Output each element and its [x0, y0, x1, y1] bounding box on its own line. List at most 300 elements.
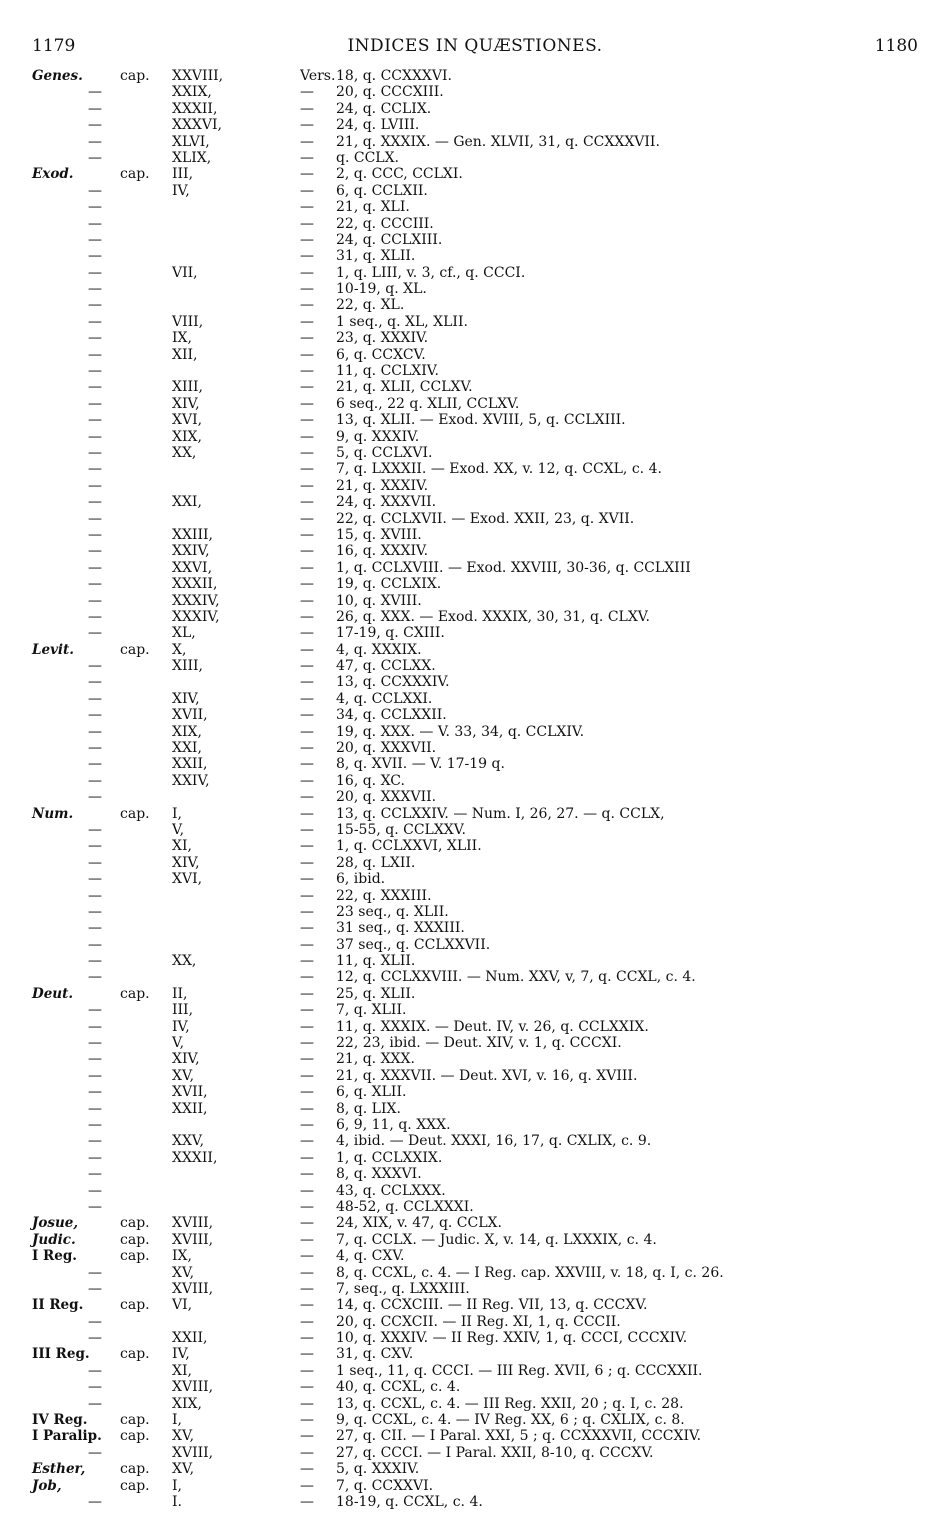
chapter-number: V, — [172, 1035, 185, 1052]
ditto-dash: — — [88, 313, 102, 330]
chapter-number: XL, — [172, 625, 196, 642]
ditto-dash: — — [88, 281, 102, 298]
index-row — [0, 1183, 950, 1199]
index-row — [0, 822, 950, 838]
index-row — [0, 1396, 950, 1412]
chapter-number: XIII, — [172, 658, 204, 675]
verse-reference: 6, q. XLII. — [336, 1084, 407, 1101]
ditto-dash: — — [88, 1018, 102, 1035]
chapter-number: XIV, — [172, 854, 200, 871]
verse-reference: 28, q. LXII. — [336, 854, 416, 871]
cap-label: cap. — [120, 1346, 150, 1363]
chapter-number: V, — [172, 821, 185, 838]
verse-reference: 19, q. XXX. — V. 33, 34, q. CCLXIV. — [336, 723, 585, 740]
chapter-number: XV, — [172, 1264, 195, 1281]
verse-reference: 16, q. XC. — [336, 772, 405, 789]
chapter-number: XXXIV, — [172, 592, 220, 609]
verse-reference: 8, q. LIX. — [336, 1100, 401, 1117]
ditto-dash: — — [88, 1198, 102, 1215]
verse-separator: — — [300, 1149, 314, 1166]
chapter-number: I. — [172, 1493, 182, 1510]
cap-label: cap. — [120, 1412, 150, 1429]
ditto-dash: — — [88, 346, 102, 363]
book-name: Esther, — [32, 1461, 86, 1478]
cap-label: cap. — [120, 1477, 150, 1494]
verse-separator: — — [300, 969, 314, 986]
ditto-dash: — — [88, 1035, 102, 1052]
verse-separator: — — [300, 903, 314, 920]
verse-separator: — — [300, 84, 314, 101]
index-row — [0, 101, 950, 117]
book-name: Exod. — [32, 166, 74, 183]
index-row — [0, 560, 950, 576]
running-title: INDICES IN QUÆSTIONES. — [347, 36, 603, 56]
ditto-dash: — — [88, 674, 102, 691]
verse-separator: — — [300, 199, 314, 216]
chapter-number: IV, — [172, 1346, 190, 1363]
verse-separator: — — [300, 133, 314, 150]
cap-label: cap. — [120, 1297, 150, 1314]
index-row — [0, 494, 950, 510]
index-row — [0, 396, 950, 412]
book-name: III Reg. — [32, 1346, 90, 1363]
ditto-dash: — — [88, 1493, 102, 1510]
index-row — [0, 674, 950, 690]
chapter-number: XIX, — [172, 1395, 202, 1412]
page-header — [0, 36, 950, 60]
book-name: I Paralip. — [32, 1428, 102, 1445]
verse-reference: 6, ibid. — [336, 871, 386, 888]
index-row — [0, 740, 950, 756]
ditto-dash: — — [88, 1149, 102, 1166]
chapter-number: XIII, — [172, 379, 204, 396]
ditto-dash: — — [88, 231, 102, 248]
verse-reference: 5, q. XXXIV. — [336, 1461, 420, 1478]
ditto-dash: — — [88, 264, 102, 281]
chapter-number: IX, — [172, 1248, 192, 1265]
verse-reference: 15, q. XVIII. — [336, 526, 422, 543]
cap-label: cap. — [120, 1248, 150, 1265]
verse-separator: — — [300, 1215, 314, 1232]
verse-reference: 7, q. XLII. — [336, 1002, 407, 1019]
verse-separator: — — [300, 936, 314, 953]
verse-reference: 8, q. CCXL, c. 4. — I Reg. cap. XXVIII, v. 18, q. I, c. 26. — [336, 1264, 724, 1281]
verse-separator: — — [300, 854, 314, 871]
verse-separator: — — [300, 543, 314, 560]
ditto-dash: — — [88, 1280, 102, 1297]
ditto-dash: — — [88, 1051, 102, 1068]
verse-reference: 4, q. CXV. — [336, 1248, 405, 1265]
book-name: Genes. — [32, 68, 83, 84]
index-row — [0, 134, 950, 150]
index-row — [0, 478, 950, 494]
ditto-dash: — — [88, 608, 102, 625]
verse-reference: 25, q. XLII. — [336, 985, 416, 1002]
verse-separator: — — [300, 1444, 314, 1461]
index-row — [0, 1166, 950, 1182]
ditto-dash: — — [88, 690, 102, 707]
chapter-number: XVIII, — [172, 1231, 214, 1248]
chapter-number: XLVI, — [172, 133, 210, 150]
verse-reference: 7, q. LXXXII. — Exod. XX, v. 12, q. CCXL, c. 4. — [336, 461, 662, 478]
ditto-dash: — — [88, 444, 102, 461]
index-row — [0, 1199, 950, 1215]
index-row — [0, 1068, 950, 1084]
verse-separator: — — [300, 1313, 314, 1330]
ditto-dash: — — [88, 658, 102, 675]
index-row — [0, 445, 950, 461]
verse-separator: — — [300, 674, 314, 691]
chapter-number: I, — [172, 1477, 182, 1494]
verse-reference: 24, q. CCLXIII. — [336, 231, 443, 248]
verse-reference: 37 seq., q. CCLXXVII. — [336, 936, 491, 953]
book-name: Josue, — [32, 1215, 79, 1232]
verse-reference: 22, q. XXXIII. — [336, 887, 432, 904]
verse-reference: 10, q. XXXIV. — II Reg. XXIV, 1, q. CCCI, CCCXIV. — [336, 1330, 688, 1347]
ditto-dash: — — [88, 592, 102, 609]
index-row — [0, 1346, 950, 1362]
verse-separator: — — [300, 117, 314, 134]
index-row — [0, 806, 950, 822]
verse-reference: 21, q. XLI. — [336, 199, 410, 216]
cap-label: cap. — [120, 1428, 150, 1445]
cap-label: cap. — [120, 68, 150, 84]
index-row — [0, 199, 950, 215]
verse-separator: — — [300, 1477, 314, 1494]
chapter-number: XXXII, — [172, 100, 218, 117]
index-row — [0, 642, 950, 658]
index-row — [0, 658, 950, 674]
verse-reference: 31 seq., q. XXXIII. — [336, 920, 465, 937]
chapter-number: XXXII, — [172, 576, 218, 593]
chapter-number: XXVI, — [172, 559, 213, 576]
ditto-dash: — — [88, 1395, 102, 1412]
index-row — [0, 1314, 950, 1330]
verse-reference: 6, q. CCXCV. — [336, 346, 426, 363]
index-row — [0, 1445, 950, 1461]
verse-reference: 24, q. CCLIX. — [336, 100, 432, 117]
index-row — [0, 937, 950, 953]
verse-reference: 8, q. XVII. — V. 17-19 q. — [336, 756, 505, 773]
chapter-number: XX, — [172, 953, 197, 970]
ditto-dash: — — [88, 100, 102, 117]
index-row — [0, 68, 950, 84]
verse-reference: 18-19, q. CCXL, c. 4. — [336, 1493, 483, 1510]
verse-reference: 24, q. XXXVII. — [336, 494, 437, 511]
ditto-dash: — — [88, 559, 102, 576]
chapter-number: III, — [172, 1002, 194, 1019]
ditto-dash: — — [88, 1117, 102, 1133]
chapter-number: XVIII, — [172, 1444, 214, 1461]
ditto-dash: — — [88, 84, 102, 101]
verse-separator: — — [300, 1248, 314, 1265]
chapter-number: XLIX, — [172, 149, 212, 166]
index-row — [0, 920, 950, 936]
verse-reference: 1, q. CCLXXVI, XLII. — [336, 838, 482, 855]
verse-separator: — — [300, 608, 314, 625]
verse-reference: 21, q. XXXIV. — [336, 477, 429, 494]
verse-separator: — — [300, 559, 314, 576]
index-row — [0, 281, 950, 297]
verse-reference: 5, q. CCLXVI. — [336, 444, 433, 461]
verse-reference: 43, q. CCLXXX. — [336, 1182, 446, 1199]
page-number-right: 1180 — [874, 36, 918, 56]
index-row — [0, 904, 950, 920]
verse-reference: 2, q. CCC, CCLXI. — [336, 166, 463, 183]
verse-reference: 11, q. CCLXIV. — [336, 363, 439, 380]
ditto-dash: — — [88, 526, 102, 543]
index-row — [0, 330, 950, 346]
verse-reference: 4, ibid. — Deut. XXXI, 16, 17, q. CXLIX, c. 9. — [336, 1133, 652, 1150]
chapter-number: VIII, — [172, 313, 204, 330]
index-row — [0, 1117, 950, 1133]
cap-label: cap. — [120, 1231, 150, 1248]
verse-reference: 40, q. CCXL, c. 4. — [336, 1379, 461, 1396]
ditto-dash: — — [88, 1100, 102, 1117]
index-row — [0, 1215, 950, 1231]
index-entries — [0, 68, 950, 1510]
chapter-number: VI, — [172, 1297, 193, 1314]
index-row — [0, 1265, 950, 1281]
verse-reference: 14, q. CCXCIII. — II Reg. VII, 13, q. CCCXV. — [336, 1297, 648, 1314]
verse-separator: — — [300, 1051, 314, 1068]
index-row — [0, 248, 950, 264]
verse-reference: 23, q. XXXIV. — [336, 330, 429, 347]
index-row — [0, 1084, 950, 1100]
chapter-number: XIV, — [172, 395, 200, 412]
index-row — [0, 461, 950, 477]
verse-separator: — — [300, 1198, 314, 1215]
ditto-dash: — — [88, 1166, 102, 1183]
verse-reference: q. CCLX. — [336, 149, 399, 166]
verse-separator: — — [300, 248, 314, 265]
chapter-number: XIV, — [172, 690, 200, 707]
chapter-number: II, — [172, 985, 188, 1002]
chapter-number: IX, — [172, 330, 192, 347]
index-row — [0, 379, 950, 395]
verse-reference: 34, q. CCLXXII. — [336, 707, 447, 724]
verse-separator: — — [300, 1018, 314, 1035]
verse-separator: — — [300, 379, 314, 396]
chapter-number: XI, — [172, 838, 192, 855]
verse-separator: — — [300, 428, 314, 445]
verse-reference: 7, q. CCLX. — Judic. X, v. 14, q. LXXXIX, c. 4. — [336, 1231, 657, 1248]
page-number-left: 1179 — [32, 36, 76, 56]
book-name: IV Reg. — [32, 1412, 88, 1429]
index-row — [0, 1101, 950, 1117]
index-row — [0, 1379, 950, 1395]
verse-reference: 6, 9, 11, q. XXX. — [336, 1117, 451, 1133]
verse-reference: 20, q. XXXVII. — [336, 740, 437, 757]
verse-separator: — — [300, 789, 314, 806]
verse-separator: — — [300, 1379, 314, 1396]
verse-reference: 13, q. CCXL, c. 4. — III Reg. XXII, 20 ; q. I, c. 28. — [336, 1395, 684, 1412]
verse-separator: — — [300, 953, 314, 970]
ditto-dash: — — [88, 903, 102, 920]
verse-reference: 20, q. XXXVII. — [336, 789, 437, 806]
chapter-number: VII, — [172, 264, 198, 281]
index-row — [0, 1494, 950, 1510]
cap-label: cap. — [120, 641, 150, 658]
cap-label: cap. — [120, 985, 150, 1002]
chapter-number: III, — [172, 166, 194, 183]
index-row — [0, 1428, 950, 1444]
chapter-number: XXI, — [172, 740, 202, 757]
cap-label: cap. — [120, 1215, 150, 1232]
verse-separator: — — [300, 625, 314, 642]
ditto-dash: — — [88, 379, 102, 396]
verse-separator: — — [300, 346, 314, 363]
index-row — [0, 576, 950, 592]
ditto-dash: — — [88, 936, 102, 953]
verse-separator: — — [300, 690, 314, 707]
chapter-number: XVIII, — [172, 1280, 214, 1297]
ditto-dash: — — [88, 723, 102, 740]
index-row — [0, 609, 950, 625]
chapter-number: XVIII, — [172, 1379, 214, 1396]
chapter-number: XXXIV, — [172, 608, 220, 625]
ditto-dash: — — [88, 1182, 102, 1199]
verse-reference: 31, q. CXV. — [336, 1346, 414, 1363]
verse-reference: 21, q. XXX. — [336, 1051, 415, 1068]
chapter-number: XV, — [172, 1461, 195, 1478]
index-row — [0, 1035, 950, 1051]
verse-separator: — — [300, 297, 314, 314]
verse-separator: — — [300, 821, 314, 838]
index-row — [0, 593, 950, 609]
index-row — [0, 363, 950, 379]
index-row — [0, 183, 950, 199]
verse-reference: 22, q. CCLXVII. — Exod. XXII, 23, q. XVII. — [336, 510, 635, 527]
verse-separator: — — [300, 1133, 314, 1150]
ditto-dash: — — [88, 461, 102, 478]
chapter-number: XX, — [172, 444, 197, 461]
verse-separator: — — [300, 1461, 314, 1478]
ditto-dash: — — [88, 854, 102, 871]
chapter-number: XV, — [172, 1067, 195, 1084]
ditto-dash: — — [88, 1133, 102, 1150]
verse-separator: — — [300, 1412, 314, 1429]
verse-separator: — — [300, 1100, 314, 1117]
cap-label: cap. — [120, 1461, 150, 1478]
index-row — [0, 691, 950, 707]
verse-reference: 22, 23, ibid. — Deut. XIV, v. 1, q. CCCXI. — [336, 1035, 622, 1052]
ditto-dash: — — [88, 510, 102, 527]
verse-reference: 11, q. XLII. — [336, 953, 416, 970]
index-row — [0, 150, 950, 166]
verse-separator: — — [300, 756, 314, 773]
verse-separator: — — [300, 641, 314, 658]
index-row — [0, 871, 950, 887]
chapter-number: XVI, — [172, 871, 203, 888]
index-row — [0, 1363, 950, 1379]
verse-separator: — — [300, 412, 314, 429]
verse-reference: 23 seq., q. XLII. — [336, 903, 449, 920]
cap-label: cap. — [120, 805, 150, 822]
verse-separator: — — [300, 1067, 314, 1084]
chapter-number: XXVIII, — [172, 68, 224, 84]
verse-reference: 31, q. XLII. — [336, 248, 416, 265]
book-name: Job, — [32, 1477, 62, 1494]
verse-reference: 9, q. XXXIV. — [336, 428, 420, 445]
verse-reference: 4, q. CCLXXI. — [336, 690, 433, 707]
verse-reference: 27, q. CCCI. — I Paral. XXII, 8-10, q. CCCXV. — [336, 1444, 654, 1461]
ditto-dash: — — [88, 428, 102, 445]
verse-separator: — — [300, 1117, 314, 1133]
ditto-dash: — — [88, 149, 102, 166]
verse-separator: — — [300, 1084, 314, 1101]
index-row — [0, 1150, 950, 1166]
verse-separator: — — [300, 723, 314, 740]
verse-separator: — — [300, 1346, 314, 1363]
verse-reference: 7, seq., q. LXXXIII. — [336, 1280, 470, 1297]
ditto-dash: — — [88, 494, 102, 511]
index-row — [0, 1019, 950, 1035]
index-row — [0, 314, 950, 330]
chapter-number: XVII, — [172, 707, 208, 724]
index-row — [0, 1248, 950, 1264]
verse-separator: — — [300, 920, 314, 937]
verse-reference: 21, q. XXXVII. — Deut. XVI, v. 16, q. XVIII. — [336, 1067, 638, 1084]
verse-separator: — — [300, 592, 314, 609]
verse-reference: 18, q. CCXXXVI. — [336, 68, 452, 84]
index-row — [0, 1461, 950, 1477]
ditto-dash: — — [88, 1264, 102, 1281]
verse-reference: 9, q. CCXL, c. 4. — IV Reg. XX, 6 ; q. CXLIX, c. 8. — [336, 1412, 685, 1429]
chapter-number: XXII, — [172, 1330, 208, 1347]
ditto-dash: — — [88, 117, 102, 134]
verse-reference: 21, q. XLII, CCLXV. — [336, 379, 473, 396]
verse-separator: — — [300, 1493, 314, 1510]
verse-separator: — — [300, 444, 314, 461]
ditto-dash: — — [88, 969, 102, 986]
verse-reference: 1, q. CCLXXIX. — [336, 1149, 443, 1166]
chapter-number: XXIX, — [172, 84, 212, 101]
verse-reference: 20, q. CCXCII. — II Reg. XI, 1, q. CCCII. — [336, 1313, 621, 1330]
verse-separator: — — [300, 1280, 314, 1297]
verse-separator: — — [300, 494, 314, 511]
verse-separator: — — [300, 1002, 314, 1019]
chapter-number: XVIII, — [172, 1215, 214, 1232]
chapter-number: IV, — [172, 1018, 190, 1035]
ditto-dash: — — [88, 789, 102, 806]
cap-label: cap. — [120, 166, 150, 183]
verse-reference: 13, q. CCXXXIV. — [336, 674, 450, 691]
chapter-number: XXII, — [172, 756, 208, 773]
ditto-dash: — — [88, 756, 102, 773]
verse-reference: 13, q. XLII. — Exod. XVIII, 5, q. CCLXIII. — [336, 412, 626, 429]
ditto-dash: — — [88, 543, 102, 560]
ditto-dash: — — [88, 1313, 102, 1330]
verse-separator: — — [300, 215, 314, 232]
index-row — [0, 838, 950, 854]
index-row — [0, 855, 950, 871]
index-row — [0, 297, 950, 313]
verse-separator: — — [300, 1231, 314, 1248]
verse-separator: — — [300, 330, 314, 347]
chapter-number: XXIII, — [172, 526, 213, 543]
verse-separator: — — [300, 871, 314, 888]
verse-separator: — — [300, 100, 314, 117]
verse-separator: — — [300, 1297, 314, 1314]
chapter-number: XXIV, — [172, 543, 210, 560]
verse-reference: 10, q. XVIII. — [336, 592, 422, 609]
verse-reference: 1 seq., 11, q. CCCI. — III Reg. XVII, 6 ; q. CCCXXII. — [336, 1362, 703, 1379]
index-row — [0, 969, 950, 985]
index-row — [0, 1232, 950, 1248]
verse-reference: 13, q. CCLXXIV. — Num. I, 26, 27. — q. CCLX, — [336, 805, 665, 822]
index-row — [0, 756, 950, 772]
